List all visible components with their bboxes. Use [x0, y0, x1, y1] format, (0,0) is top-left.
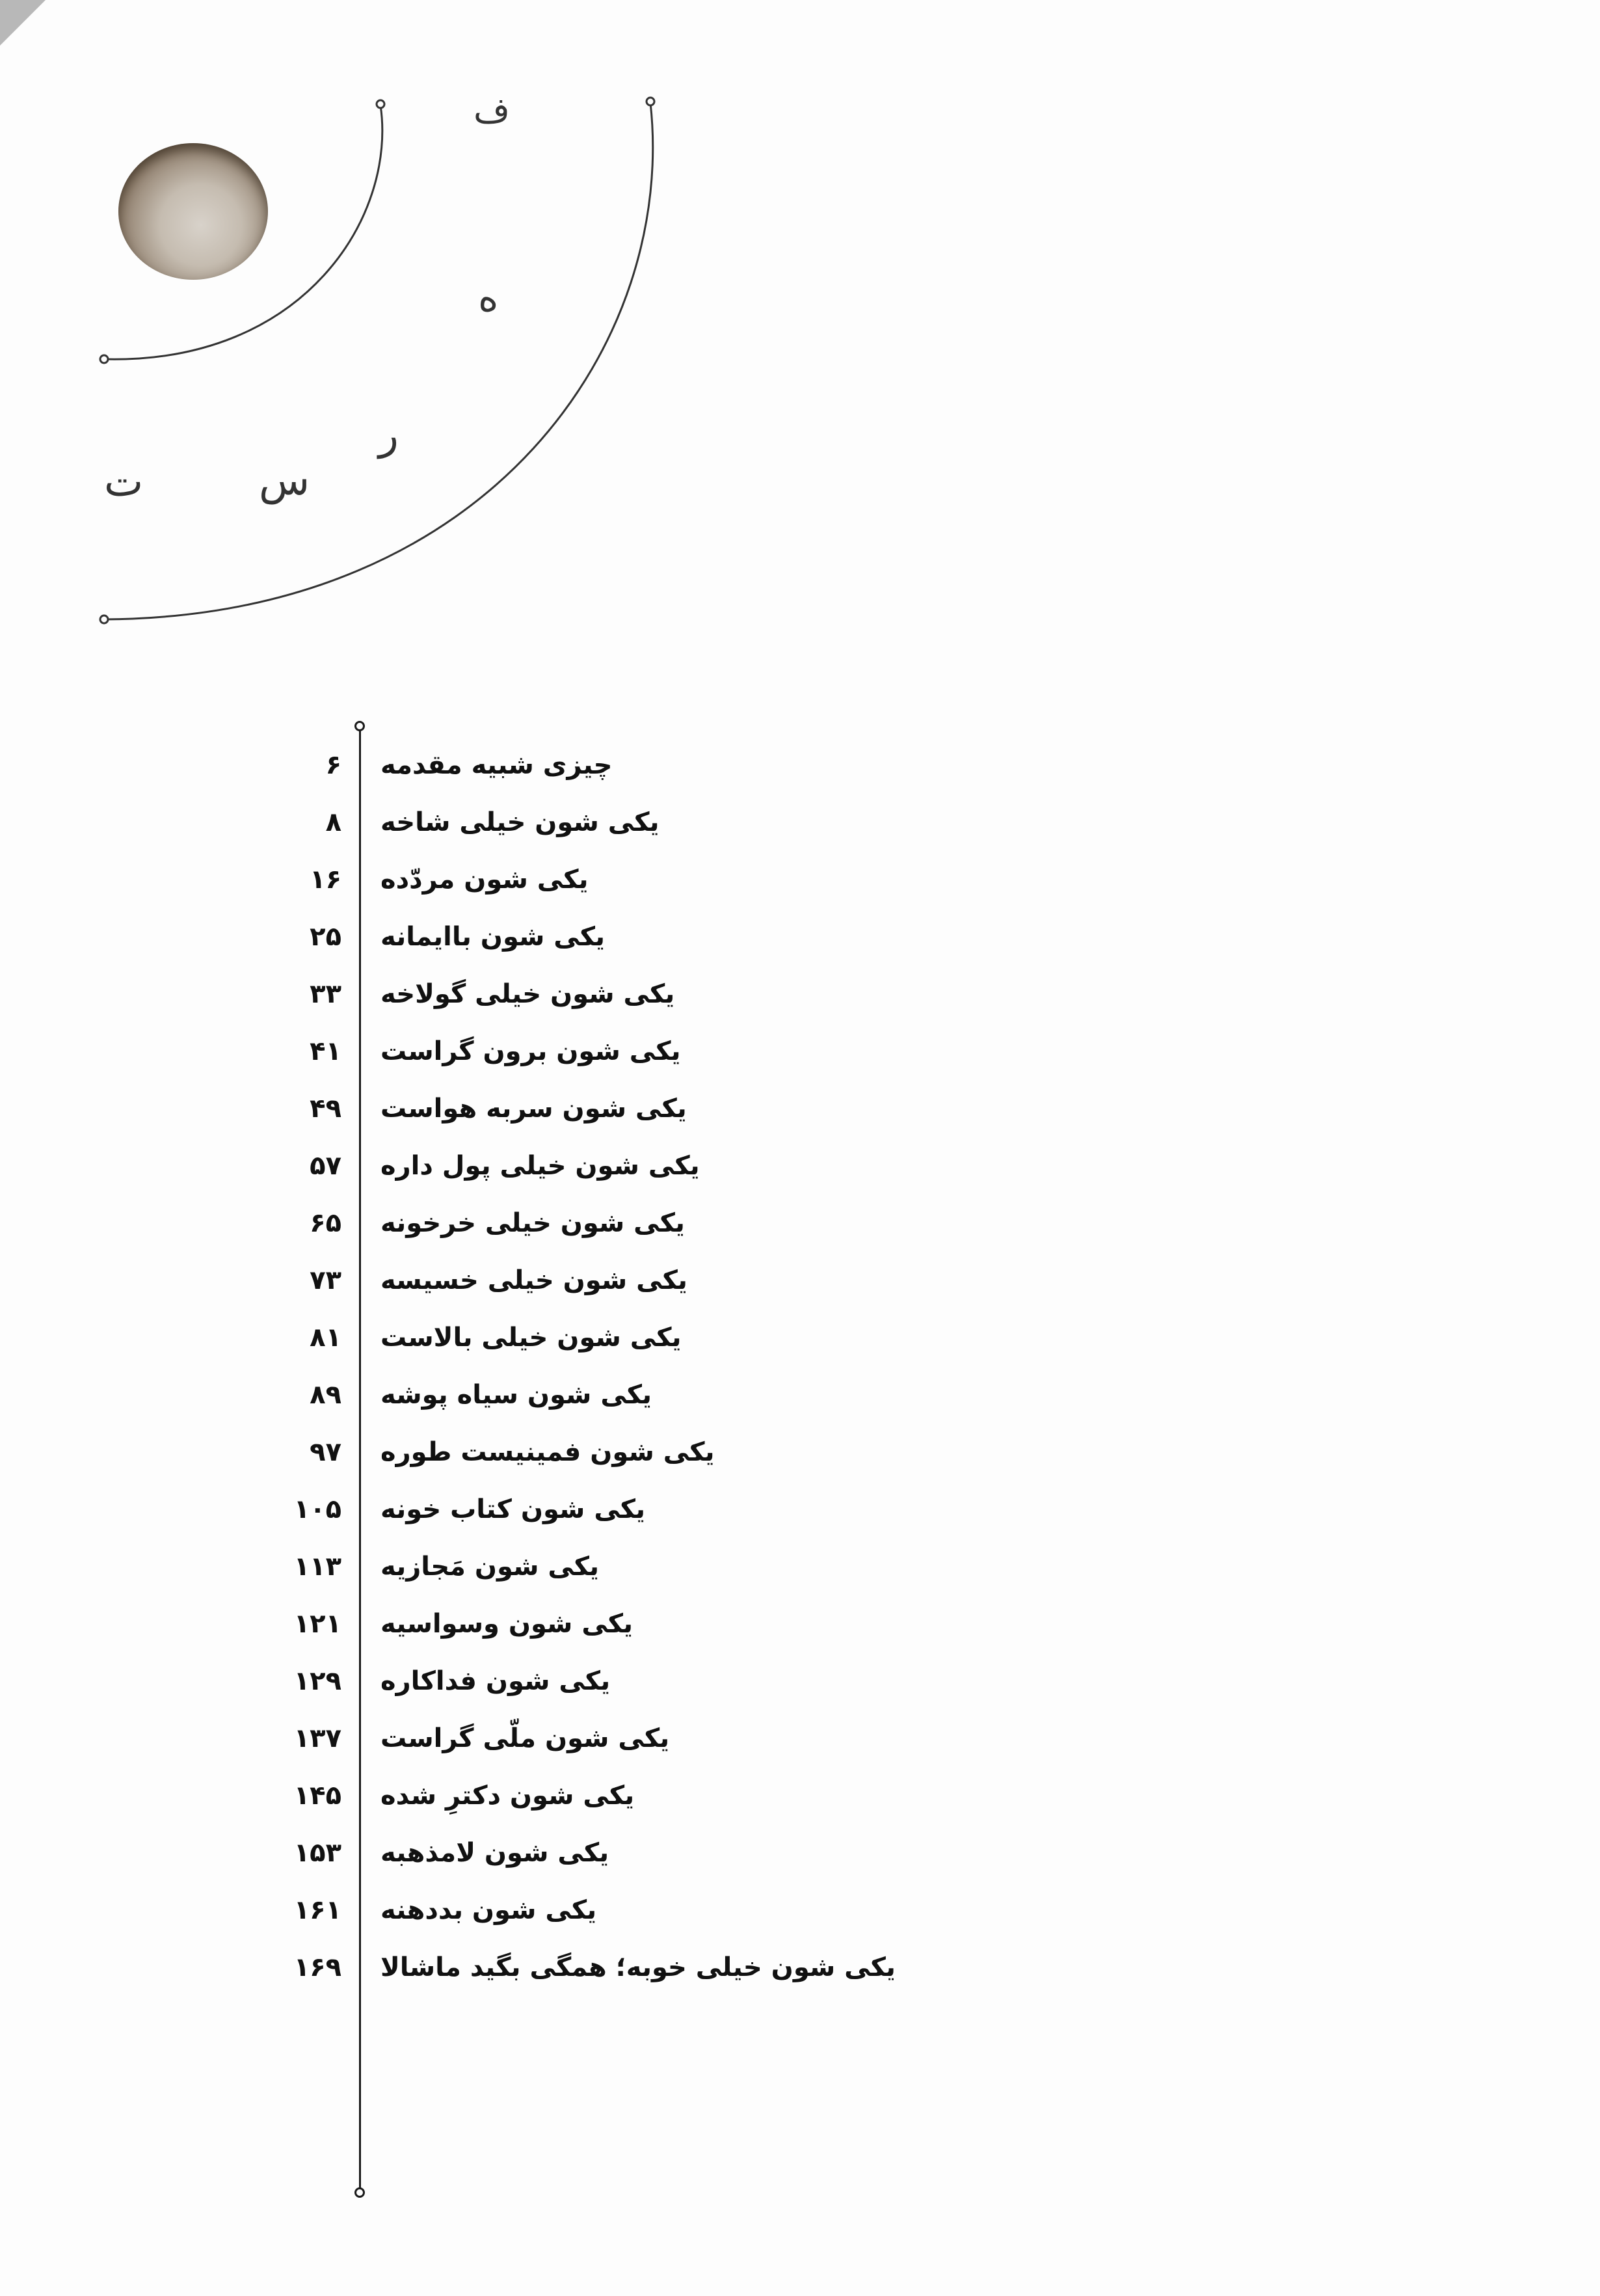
toc-row[interactable] [0, 1712, 1600, 1764]
toc-page-number: ۴۱ [310, 1036, 341, 1066]
toc-row[interactable] [0, 1312, 1600, 1364]
toc-entry-title: یکی شون خیلی خسیسه [380, 1265, 687, 1295]
heading-letter-te: ت [104, 458, 144, 506]
toc-entry-title: یکی شون بددهنه [380, 1895, 597, 1925]
toc-row[interactable] [0, 739, 1600, 791]
toc-row[interactable] [0, 1941, 1600, 1993]
toc-entry-title: یکی شون کتاب خونه [380, 1494, 646, 1524]
heading-letter-fe: ف [473, 90, 510, 131]
toc-entry-title: یکی شون مَجازیه [380, 1552, 600, 1582]
toc-row[interactable] [0, 1369, 1600, 1421]
toc-page-number: ۶ [325, 750, 341, 780]
toc-page-number: ۱۴۵ [293, 1781, 341, 1811]
toc-row[interactable] [0, 1025, 1600, 1077]
toc-row[interactable] [0, 796, 1600, 848]
toc-page-number: ۱۲۱ [293, 1609, 341, 1639]
toc-row[interactable] [0, 968, 1600, 1020]
toc-page-number: ۵۷ [310, 1151, 341, 1181]
toc-entry-title: یکی شون خیلی خوبه؛ همگی بگید ماشالا [380, 1952, 896, 1982]
toc-page-number: ۱۳۷ [293, 1723, 341, 1753]
toc-entry-title: یکی شون خیلی گولاخه [380, 979, 675, 1009]
toc-page-number: ۸۹ [310, 1380, 341, 1410]
toc-page-number: ۱۰۵ [293, 1494, 341, 1524]
toc-page-number: ۷۳ [310, 1265, 341, 1295]
toc-entry-title: یکی شون خیلی شاخه [380, 807, 660, 837]
toc-entry-title: یکی شون باایمانه [380, 922, 606, 952]
toc-row[interactable] [0, 1140, 1600, 1192]
toc-row[interactable] [0, 1884, 1600, 1936]
toc-entry-title: یکی شون فداکاره [380, 1666, 611, 1696]
heading-letter-he: ه [478, 275, 499, 321]
toc-row[interactable] [0, 911, 1600, 963]
toc-page-number: ۹۷ [310, 1437, 341, 1467]
toc-entry-title: یکی شون برون گراست [380, 1036, 681, 1066]
toc-row[interactable] [0, 1655, 1600, 1707]
toc-entry-title: یکی شون دکترِ شده [380, 1781, 635, 1811]
toc-row[interactable] [0, 854, 1600, 906]
divider-bottom-dot [354, 2187, 365, 2198]
toc-page-number: ۶۵ [310, 1208, 341, 1238]
toc-page-number: ۸ [325, 807, 341, 837]
toc-page-number: ۱۵۳ [293, 1838, 341, 1868]
divider-top-dot [354, 721, 365, 731]
toc-page-number: ۱۶۹ [293, 1952, 341, 1982]
toc-row[interactable] [0, 1426, 1600, 1478]
heading-letter-sin: س [259, 457, 310, 505]
toc-entry-title: یکی شون سیاه پوشه [380, 1380, 652, 1410]
toc-row[interactable] [0, 1770, 1600, 1822]
toc-entry-title: یکی شون خیلی بالاست [380, 1323, 682, 1353]
toc-entry-title: یکی شون ملّی گراست [380, 1723, 670, 1753]
toc-entry-title: یکی شون لامذهبه [380, 1838, 609, 1868]
toc-page-number: ۱۱۳ [293, 1552, 341, 1582]
toc-row[interactable] [0, 1197, 1600, 1249]
toc-page-number: ۱۶۱ [293, 1895, 341, 1925]
toc-page-number: ۱۶ [310, 865, 341, 895]
toc-row[interactable] [0, 1083, 1600, 1135]
toc-entry-title: چیزی شبیه مقدمه [380, 750, 613, 780]
toc-page-number: ۳۳ [310, 979, 341, 1009]
toc-row[interactable] [0, 1483, 1600, 1535]
toc-page-number: ۴۹ [310, 1094, 341, 1124]
toc-entry-title: یکی شون خیلی پول داره [380, 1151, 700, 1181]
toc-entry-title: یکی شون وسواسیه [380, 1609, 633, 1639]
toc-entry-title: یکی شون سربه هواست [380, 1094, 687, 1124]
toc-entry-title: یکی شون خیلی خرخونه [380, 1208, 685, 1238]
toc-page-number: ۱۲۹ [293, 1666, 341, 1696]
toc-entry-title: یکی شون فمینیست طوره [380, 1437, 715, 1467]
toc-page-number: ۸۱ [310, 1323, 341, 1353]
toc-row[interactable] [0, 1827, 1600, 1879]
toc-row[interactable] [0, 1254, 1600, 1306]
toc-row[interactable] [0, 1541, 1600, 1593]
heading-letter-re: ر [379, 411, 399, 459]
toc-entry-title: یکی شون مردّده [380, 865, 589, 895]
toc-row[interactable] [0, 1598, 1600, 1650]
toc-page-number: ۲۵ [310, 922, 341, 952]
